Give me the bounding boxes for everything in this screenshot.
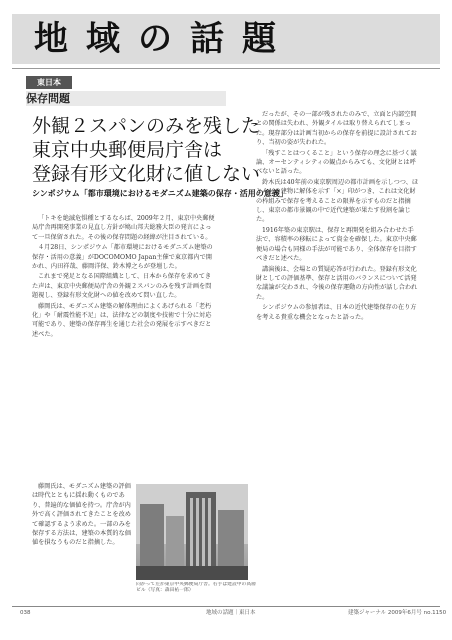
region-tag: 東日本: [26, 76, 72, 89]
body-column-right: [256, 110, 420, 596]
building-photo-illustration: [136, 484, 248, 580]
headline-line: 外観２スパンのみを残した: [32, 115, 261, 137]
body-column-left: [32, 214, 216, 480]
header-divider: [12, 68, 440, 69]
body-paragraph: 1916年築の東京駅は、保存と再開発を組み合わせた手法で、容積率の移転によって資金を確保した。東京中央郵便局の場合も同様の手法が可能であり、全体保存を目指すべきだと述べた。: [256, 226, 417, 263]
title-banner: [12, 14, 440, 64]
title-char: 題: [242, 19, 276, 59]
section-title: [34, 18, 276, 60]
section-tag: 保存問題: [26, 91, 226, 106]
body-paragraph: 鈴木氏は40年前の東京駅周辺の都市計画を示しつつ、ほとんどの建物に解体を示す「×」印がつき、これは文化財の枠組みで保存を考えることの限界を示すものだと指摘し、東京の都市景観の中で近代建築が果たす役割を論じた。: [256, 178, 419, 224]
headline-line: 登録有形文化財に値しない: [32, 163, 261, 185]
body-paragraph: 「残すことはつくること」という保存の理念に基づく議論、オーセンティシティの観点からみても、文化財とは呼べないと語った。: [256, 149, 417, 176]
body-paragraph: ４月28日、シンポジウム「都市環境におけるモダニズム建築の保存・活用の意義」がDOCOMOMO Japan主催で東京都内で開かれ、内田祥哉、藤岡洋保、鈴木博之らが登壇した。: [32, 244, 213, 271]
title-char: の: [138, 19, 172, 59]
body-paragraph: 藤岡氏は、モダニズム建築の解体理由によくあげられる「老朽化」や「耐震性能不足」は、法律などの制度や技術で十分に対応可能であり、建築の保存再生を通じた社会の発展を示すべきだと述べた。: [32, 302, 212, 338]
page-number: 038: [20, 610, 31, 616]
body-paragraph: 講演後は、会場との質疑応答が行われた。登録有形文化財としての評価基準、保存と活用のバランスについて活発な議論が交わされ、今後の保存運動の方向性が話し合われた。: [256, 265, 418, 301]
building-photo: [136, 484, 248, 580]
headline-line: 東京中央郵便局庁舎は: [32, 139, 223, 161]
title-char: 域: [86, 19, 120, 59]
body-paragraph: シンポジウムの参加者は、日本の近代建築保存の在り方を考える貴重な機会となったと語った。: [256, 304, 417, 321]
body-paragraph: 藤岡氏は、モダニズム建築の評価は時代とともに揺れ動くものであり、普遍的な価値を持つ。庁舎が内外で高く評価されてきたことを改めて確認するよう求めた。一部のみを保存する方法は、建築の本質的な価値を損なうものだと指摘した。: [32, 483, 131, 547]
body-paragraph: これまで発足となる国際組織として、日本から保存を求めてきた声は、東京中央郵便局庁舎の外観２スパンのみを残す計画を問題視し、登録有形文化財への値を改めて問い直した。: [32, 273, 212, 300]
title-char: 話: [190, 19, 224, 59]
body-column-left-lower: [32, 482, 134, 592]
body-paragraph: 「トキを絶滅危惧種とするならば、2009年２月、東京中央郵便局庁舎再開発事業の見直し方針が鳩山邦夫総務大臣の発言によって一旦保留された。その後の保存問題の経緯が注目されている。: [32, 215, 215, 241]
title-char: 地: [34, 19, 68, 59]
article-headline: [32, 114, 261, 186]
running-footer: 地域の話題｜東日本: [206, 610, 256, 616]
publication-info: 建築ジャーナル 2009年6月号 no.1150: [348, 610, 447, 616]
footer-divider: [12, 606, 440, 607]
body-paragraph: だったが、その一部が残されたのみで、立面と内部空間との関係は失われ、外観タイルは取り替えられてしまった。現存部分は計画当初からの保存を前提に設計されており、当初の姿が失われた。: [256, 111, 417, 147]
photo-caption: 向かって左が東京中央郵便局庁舎。右手は建設中の高層ビル（写真：森田祐一郎）: [136, 582, 256, 594]
article-subhead: シンポジウム「都市環境におけるモダニズム建築の保存・活用の意義」: [32, 189, 288, 198]
